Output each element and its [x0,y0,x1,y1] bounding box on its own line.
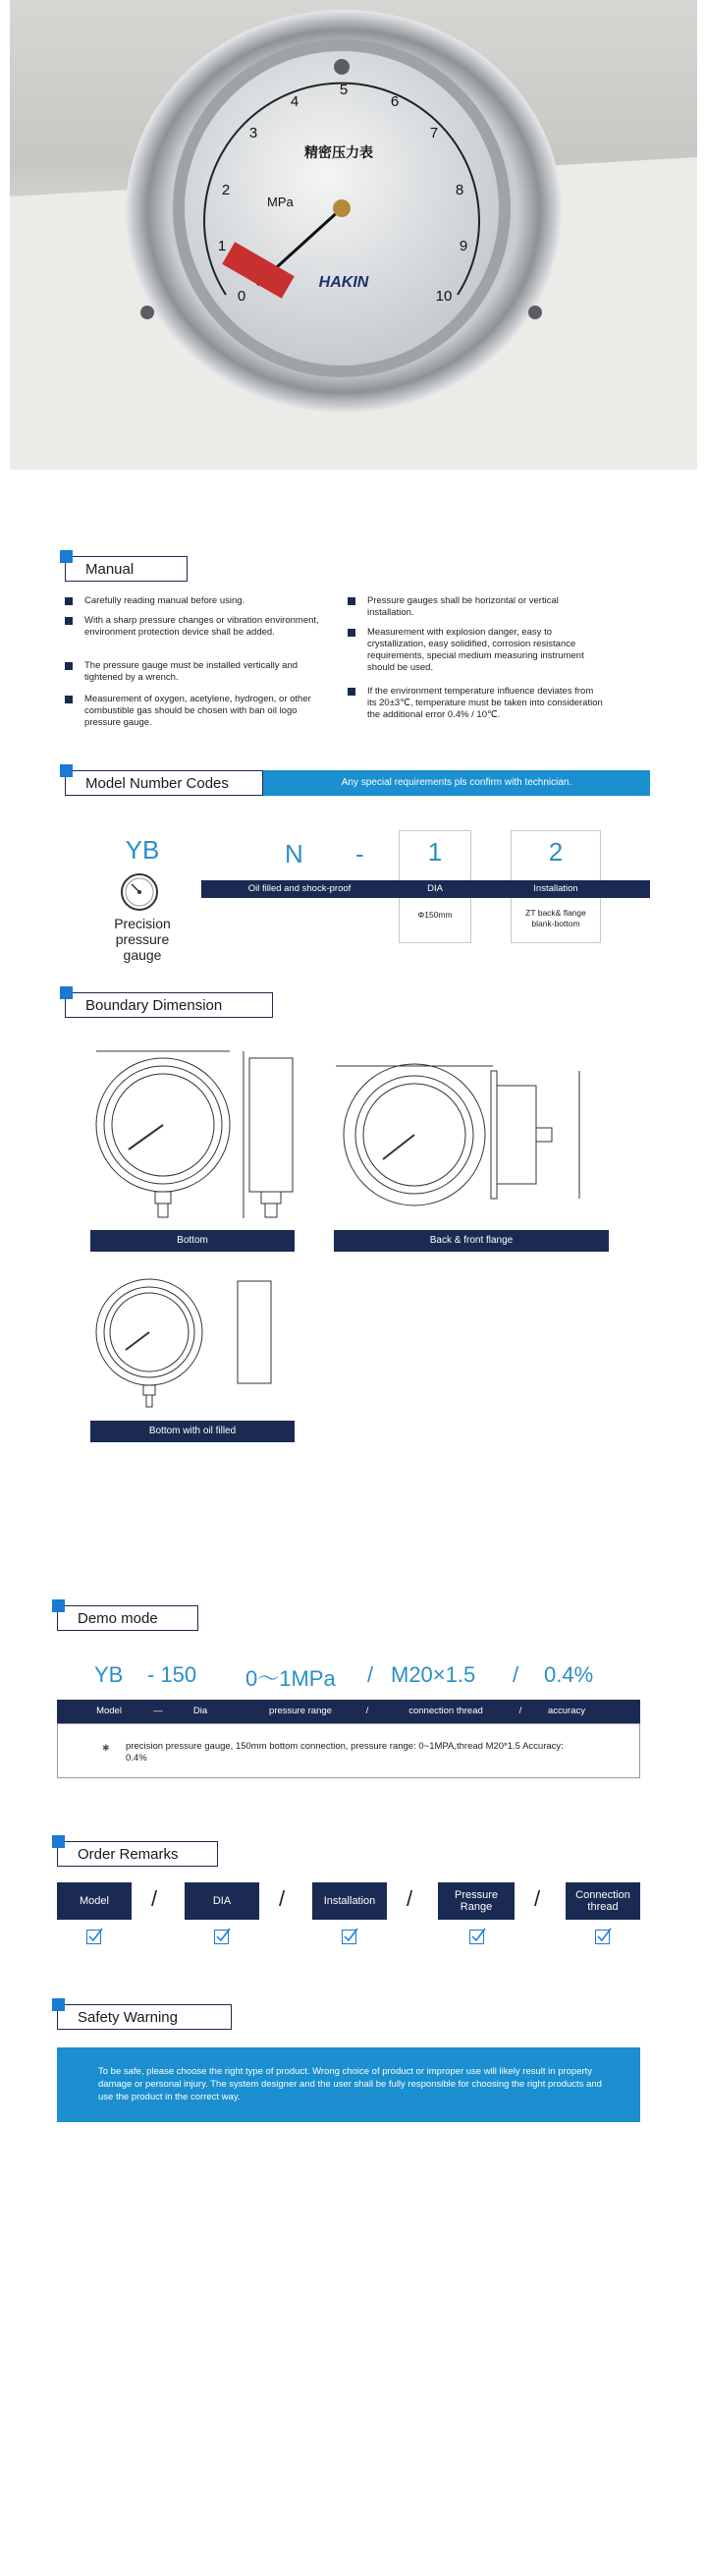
manual-left-item: With a sharp pressure changes or vibration environment, environment protection device shall be added. [65,615,328,639]
order-title-text: Order Remarks [78,1846,179,1863]
demo-code-accuracy: 0.4% [544,1662,594,1687]
order-title [57,1841,218,1867]
gauge-brand: HAKIN [318,274,369,291]
gauge-number: 4 [290,93,299,110]
code-bar-dia: DIA [427,883,443,894]
bullet-square-icon [348,629,355,637]
manual-title [65,556,188,582]
caption-oil-filled: Bottom with oil filled [90,1421,295,1442]
demo-title [57,1605,198,1631]
gauge-icon [120,872,159,912]
checkbox-icon [342,1928,359,1945]
demo-header-dia: Dia [192,1706,208,1716]
demo-title-text: Demo mode [78,1610,158,1627]
demo-header-accuracy: accuracy [547,1706,585,1716]
gauge-number: 5 [339,82,349,98]
gauge-number: 9 [459,238,468,254]
safety-text: To be safe, please choose the right type of product. Wrong choice of product or improper use will likely result in property damage or personal injury. The system designer and the user shall be fully responsible for choosing the right products and use the product in the correct way. [98,2066,602,2102]
yb-description: Precision pressure gauge [114,916,171,963]
demo-header-range: pressure range [269,1706,332,1716]
title-marker-icon [60,550,73,563]
demo-header-slash: / [518,1706,522,1716]
asterisk-icon: ✱ [102,1743,110,1753]
title-marker-icon [52,1835,65,1848]
checkbox-icon [214,1928,232,1945]
gauge-number: 7 [429,125,439,141]
safety-title [57,2004,232,2030]
boundary-title-text: Boundary Dimension [85,997,223,1014]
order-model: Model [57,1882,132,1920]
code-yb: YB [125,835,160,865]
caption-bottom: Bottom [90,1230,295,1252]
demo-header-model: Model [96,1706,122,1716]
code-bar-installation: Installation [533,883,578,894]
manual-left-item: The pressure gauge must be installed vertically and tightened by a wrench. [65,660,328,684]
code-two: 2 [548,837,564,867]
gauge-number: 3 [248,125,258,141]
demo-code-model: YB [94,1662,124,1687]
demo-header-slash: / [365,1706,369,1716]
model-codes-title-text: Model Number Codes [85,775,229,792]
order-slash: / [279,1886,286,1911]
demo-code-thread: M20×1.5 [391,1662,476,1687]
bullet-square-icon [65,662,73,670]
title-marker-icon [52,1599,65,1612]
manual-left-item: Measurement of oxygen, acetylene, hydrogen, or other combustible gas should be chosen with ban oil logo pressure gauge. [65,694,328,729]
bullet-square-icon [348,597,355,605]
order-slash: / [407,1886,413,1911]
demo-code-dia: - 150 [147,1662,197,1687]
caption-flange: Back & front flange [334,1230,609,1252]
code-bar-n: Oil filled and shock-proof [247,883,352,894]
gauge-number: 10 [435,288,453,305]
bullet-square-icon [348,688,355,696]
demo-header-dash: — [153,1706,163,1716]
code-n: N [285,839,303,868]
code-installation-value: ZT back& flange blank-bottom [525,908,586,928]
bottom-drawing [84,1041,304,1224]
safety-title-text: Safety Warning [78,2009,178,2026]
checkbox-icon [469,1928,487,1945]
order-pressure-range: Pressure Range [438,1882,515,1920]
checkbox-icon [86,1928,104,1945]
order-slash: / [534,1886,541,1911]
model-codes-note: Any special requirements pls confirm with technician. [263,770,650,796]
product-photo [10,0,697,470]
manual-right-item: Measurement with explosion danger, easy to crystallization, easy solidified, corrosion resistance requirements, special medium measuring instrument should be used. [348,627,605,674]
code-one: 1 [427,837,443,867]
gauge-unit: MPa [267,195,294,209]
order-connection-thread: Connection thread [566,1882,640,1920]
boundary-title [65,992,273,1018]
demo-code-slash: / [513,1662,519,1687]
gauge-number: 8 [455,182,464,198]
gauge-cn-label: 精密压力表 [304,144,373,160]
manual-title-text: Manual [85,561,135,578]
order-dia: DIA [185,1882,259,1920]
oil-filled-drawing [90,1273,287,1417]
order-slash: / [151,1886,158,1911]
code-dia-value: Φ150mm [417,910,453,920]
checkbox-icon [595,1928,613,1945]
order-installation: Installation [312,1882,387,1920]
demo-code-slash: / [367,1662,374,1687]
gauge-number: 2 [221,182,231,198]
demo-example-text: precision pressure gauge, 150mm bottom connection, pressure range: 0~1MPA,thread M20*1.5 Accuracy: 0.4% [126,1741,564,1764]
bullet-square-icon [65,617,73,625]
code-dash: - [355,839,364,868]
flange-drawing [334,1061,619,1218]
title-marker-icon [52,1998,65,2011]
bullet-square-icon [65,597,73,605]
demo-code-range: 0～1MPa [245,1666,336,1691]
pressure-gauge-image [10,0,697,470]
gauge-zero: 0 [237,288,246,305]
manual-left-item: Carefully reading manual before using. [65,595,328,607]
demo-header-thread: connection thread [408,1706,483,1716]
title-marker-icon [60,986,73,999]
manual-right-item: Pressure gauges shall be horizontal or vertical installation. [348,595,605,619]
model-codes-title [65,770,263,796]
bullet-square-icon [65,696,73,703]
title-marker-icon [60,764,73,777]
manual-right-item: If the environment temperature influence deviates from its 20±3℃, temperature must be taken into consideration the additional error 0.4% / 10℃. [348,686,605,721]
gauge-number: 1 [217,238,227,254]
gauge-number: 6 [390,93,400,110]
